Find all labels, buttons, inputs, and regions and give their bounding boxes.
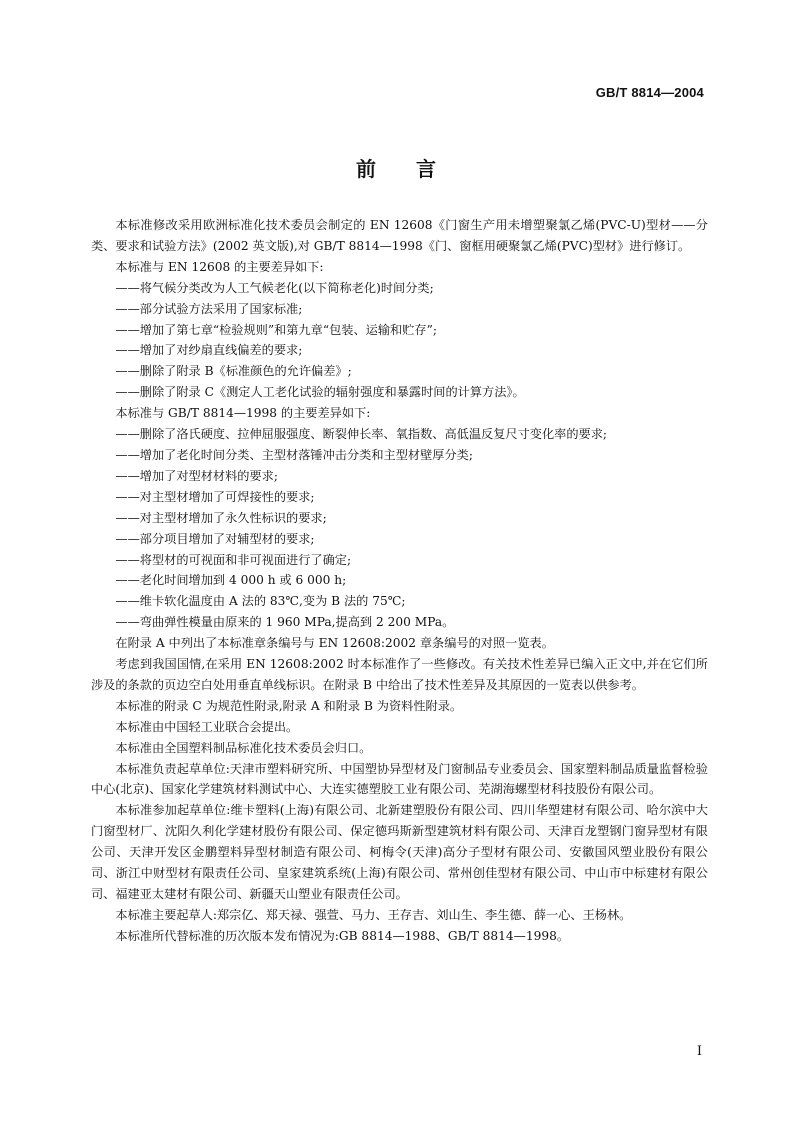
list-item: ——老化时间增加到 4 000 h 或 6 000 h;: [115, 573, 347, 588]
paragraph: 本标准由中国轻工业联合会提出。: [115, 719, 299, 734]
list-item: ——部分项目增加了对辅型材的要求;: [115, 531, 315, 546]
paragraph: 本标准由全国塑料制品标准化技术委员会归口。: [115, 740, 372, 755]
paragraph: 本标准与 EN 12608 的主要差异如下:: [115, 259, 324, 274]
paragraph: 本标准的附录 C 为规范性附录,附录 A 和附录 B 为资料性附录。: [115, 698, 463, 713]
list-item: ——删除了附录 B《标准颜色的允许偏差》;: [115, 364, 352, 379]
list-item: ——对主型材增加了可焊接性的要求;: [115, 489, 315, 504]
title-char-1: 前: [356, 157, 378, 181]
list-item: ——对主型材增加了永久性标识的要求;: [115, 510, 327, 525]
paragraph: 本标准与 GB/T 8814—1998 的主要差异如下:: [115, 406, 371, 421]
list-item: ——删除了洛氏硬度、拉伸屈服强度、断裂伸长率、氧指数、高低温反复尺寸变化率的要求;: [115, 427, 607, 442]
paragraph: 本标准主要起草人:郑宗亿、郑天禄、强萱、马力、王存吉、刘山生、李生德、薛一心、王杨林。: [115, 907, 632, 922]
page-number: I: [696, 1044, 702, 1059]
list-item: ——增加了第七章“检验规则”和第九章“包装、运输和贮存”;: [115, 322, 437, 337]
list-item: ——增加了对型材材料的要求;: [115, 468, 278, 483]
title-char-2: 言: [416, 157, 438, 181]
paragraph: 本标准所代替标准的历次版本发布情况为:GB 8814—1988、GB/T 8814—1998。: [115, 928, 570, 943]
page-title: [0, 153, 794, 182]
list-item: ——删除了附录 C《测定人工老化试验的辐射强度和暴露时间的计算方法》。: [115, 385, 525, 400]
list-item: ——将型材的可视面和非可视面进行了确定;: [115, 552, 352, 567]
list-item: ——将气候分类改为人工气候老化(以下简称老化)时间分类;: [115, 280, 434, 295]
list-item: ——维卡软化温度由 A 法的 83℃,变为 B 法的 75℃;: [115, 594, 406, 609]
paragraph: 在附录 A 中列出了本标准章条编号与 EN 12608:2002 章条编号的对照一览表。: [115, 636, 554, 651]
paragraph: 本标准参加起草单位:维卡塑料(上海)有限公司、北新建塑股份有限公司、四川华塑建材有限公司、哈尔滨中大门窗型材厂、沈阳久利化学建材股份有限公司、保定德玛斯新型建筑材料有限公司、天津百龙塑钢门窗异型材有限公司、天津开发区金鹏塑料异型材制造有限公司、柯梅令(天津)高分子型材有限公司、安徽国风塑业股份有限公司、浙江中财型材有限责任公司、皇家建筑系统(上海)有限公司、常州创佳型材有限公司、中山市中标建材有限公司、福建亚太建材有限公司、新疆天山塑业有限责任公司。: [91, 803, 708, 901]
standard-code: GB/T 8814—2004: [595, 85, 704, 100]
list-item: ——弯曲弹性模量由原来的 1 960 MPa,提高到 2 200 MPa。: [115, 615, 455, 630]
paragraph: 考虑到我国国情,在采用 EN 12608:2002 时本标准作了一些修改。有关技术性差异已编入正文中,并在它们所涉及的条款的页边空白处用垂直单线标识。在附录 B 中给出了技术性差异及其原因的一览表以供参考。: [91, 657, 708, 692]
list-item: ——增加了对纱扇直线偏差的要求;: [115, 343, 303, 358]
list-item: ——部分试验方法采用了国家标准;: [115, 301, 303, 316]
list-item: ——增加了老化时间分类、主型材落锤冲击分类和主型材壁厚分类;: [115, 447, 473, 462]
paragraph: 本标准负责起草单位:天津市塑料研究所、中国塑协异型材及门窗制品专业委员会、国家塑料制品质量监督检验中心(北京)、国家化学建筑材料测试中心、大连实德塑胶工业有限公司、芜湖海螺型材科技股份有限公司。: [91, 761, 708, 797]
preface-body: [91, 215, 708, 947]
paragraph: 本标准修改采用欧洲标准化技术委员会制定的 EN 12608《门窗生产用未增塑聚氯乙烯(PVC-U)型材——分类、要求和试验方法》(2002 英文版),对 GB/T 8814—1998《门、窗框用硬聚氯乙烯(PVC)型材》进行修订。: [91, 218, 708, 253]
